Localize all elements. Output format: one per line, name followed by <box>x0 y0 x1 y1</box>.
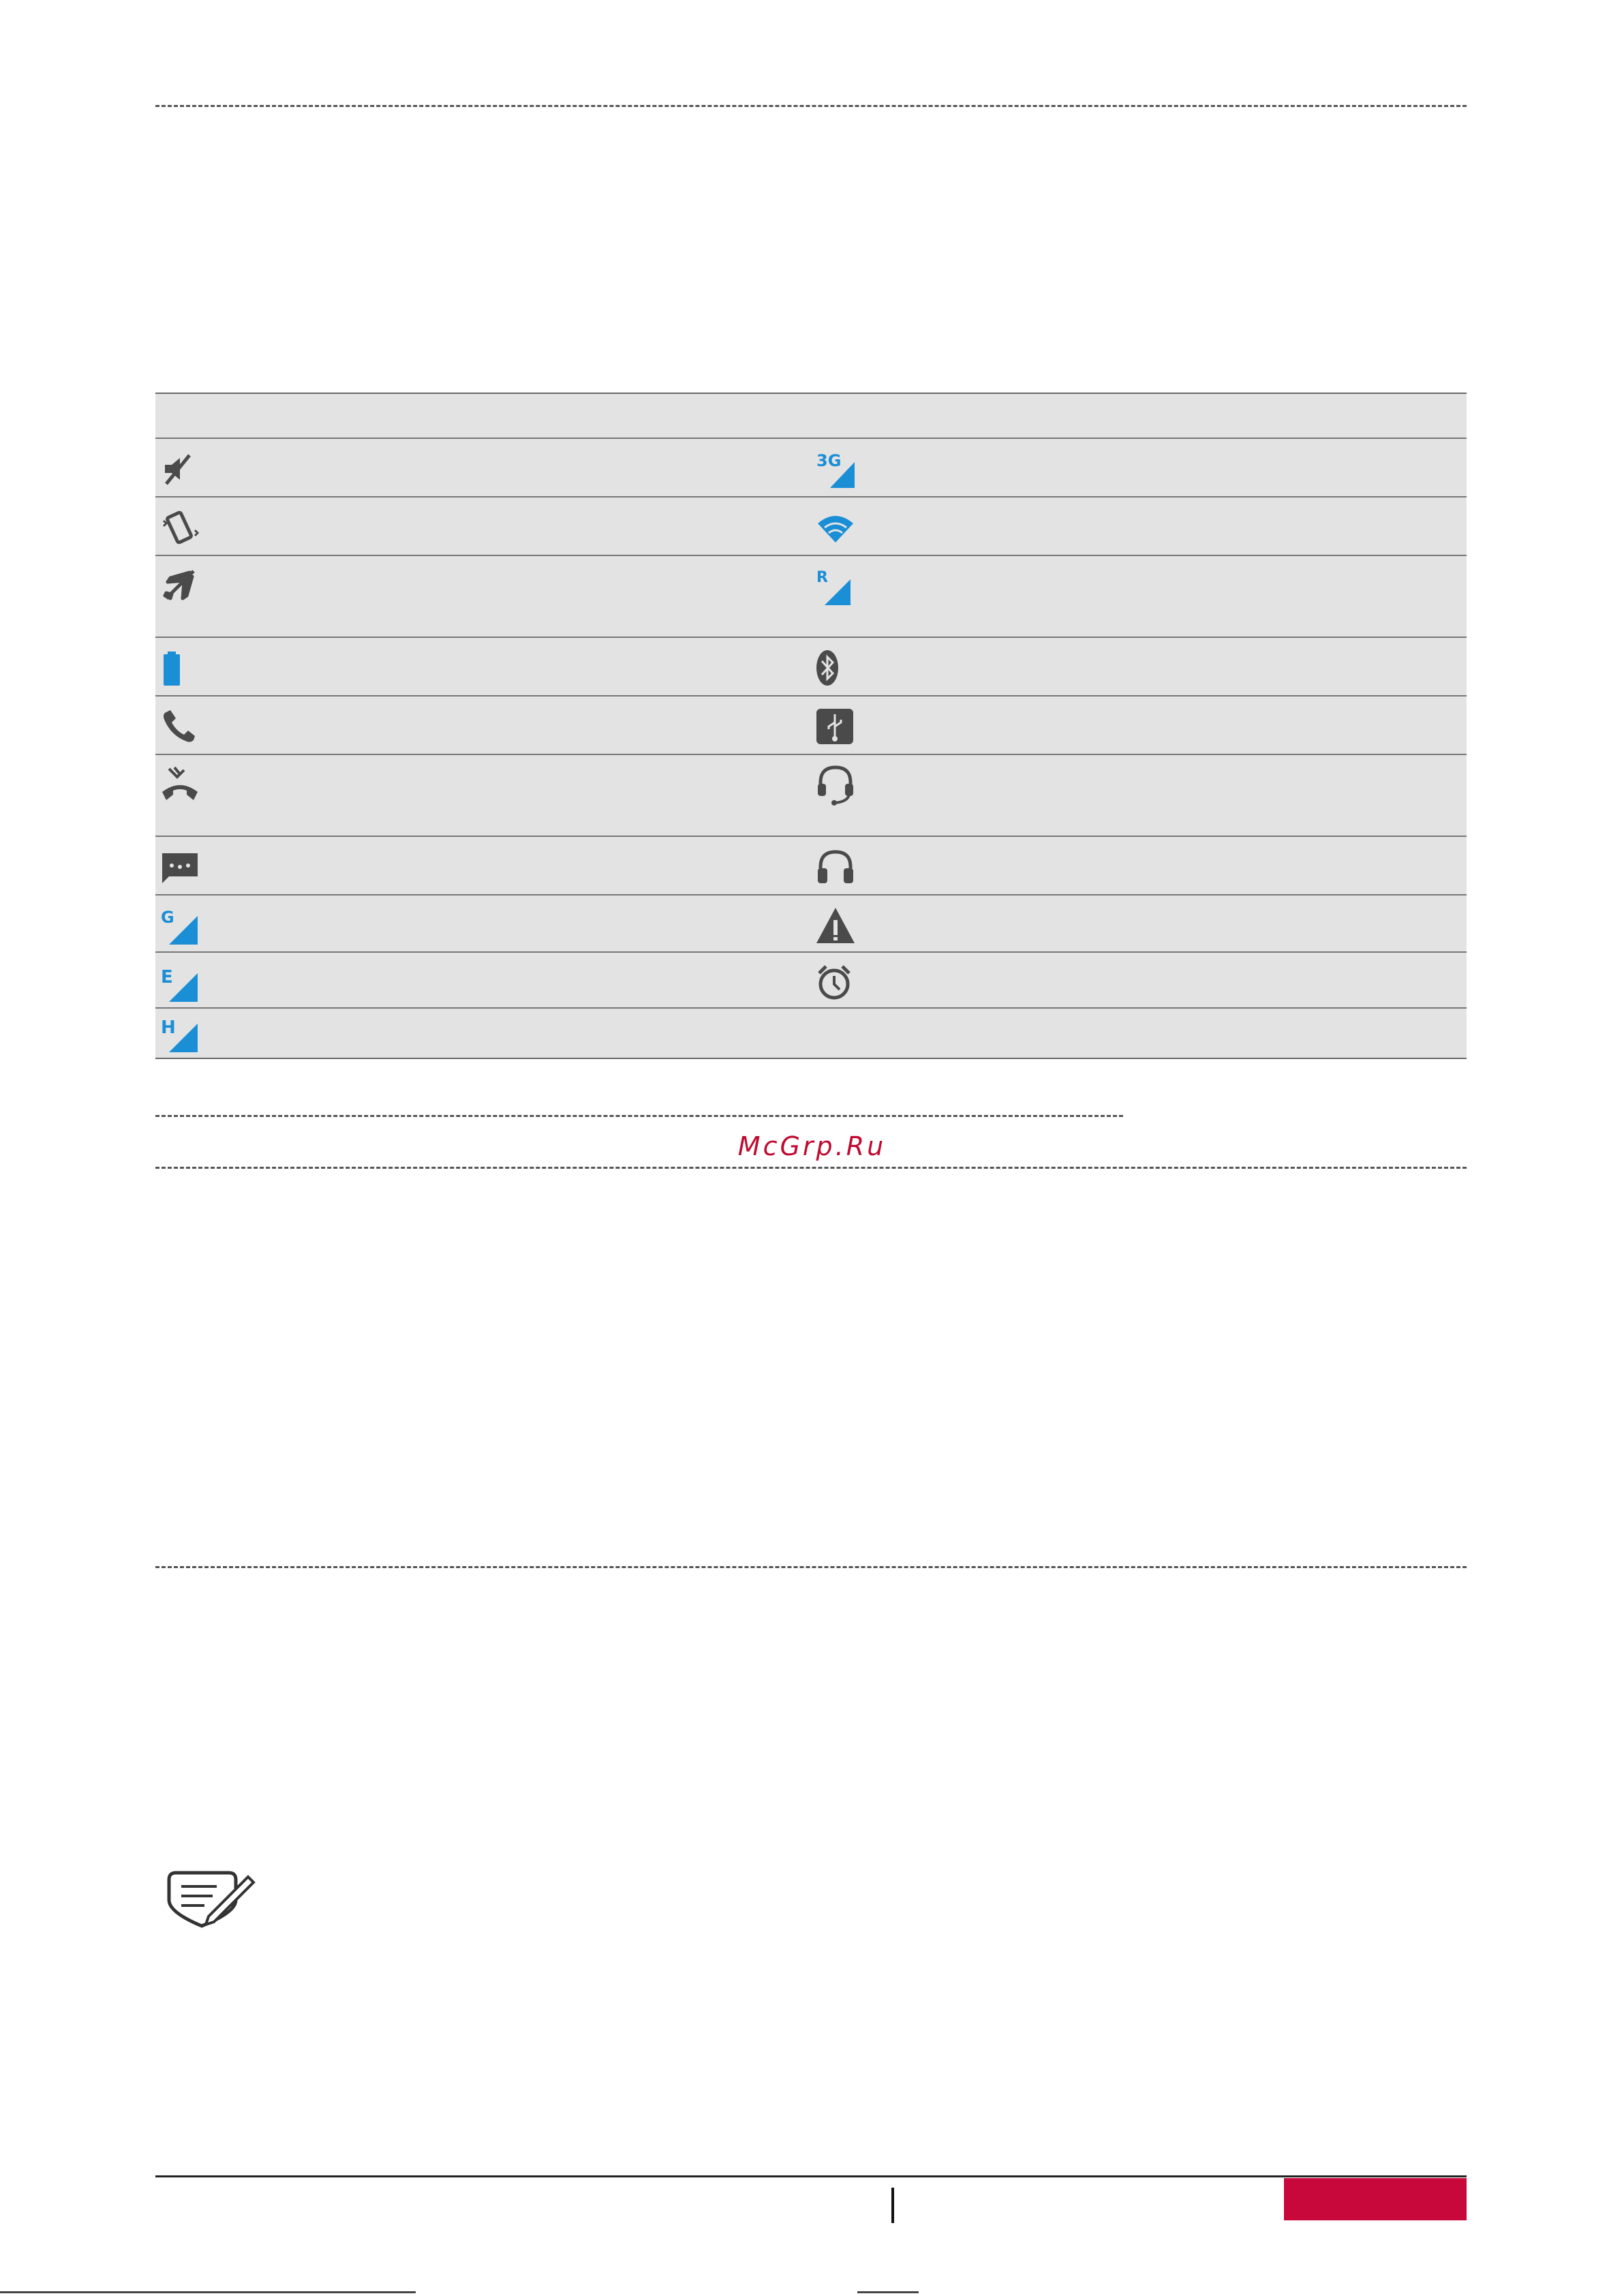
wifi-icon <box>815 507 856 548</box>
table-row <box>155 695 1467 754</box>
headphones-icon <box>815 846 856 887</box>
top-dashed-rule <box>155 105 1467 107</box>
warning-icon <box>815 905 856 946</box>
table-row <box>155 754 1467 836</box>
table-cell <box>811 556 1467 637</box>
table-cell <box>811 755 1467 836</box>
vibrate-mode-icon <box>159 507 200 548</box>
usb-icon <box>815 706 856 747</box>
svg-text:H: H <box>161 1017 176 1038</box>
roaming-signal-icon <box>815 566 856 607</box>
table-cell <box>155 638 811 695</box>
table-row <box>155 951 1467 1007</box>
headset-mic-icon <box>815 765 856 806</box>
bluetooth-icon <box>815 647 856 688</box>
missed-call-icon <box>159 765 200 806</box>
section-dashed-rule <box>155 1566 1467 1568</box>
table-cell <box>155 755 811 836</box>
airplane-mode-icon <box>159 566 200 607</box>
note-pencil-icon <box>161 1865 256 1933</box>
table-cell <box>155 439 811 496</box>
table-row <box>155 438 1467 496</box>
svg-text:R: R <box>816 569 828 586</box>
table-cell <box>155 498 811 555</box>
table-cell <box>155 1009 811 1058</box>
table-row <box>155 1007 1467 1058</box>
table-cell <box>811 837 1467 894</box>
table-cell <box>155 556 811 637</box>
table-cell <box>155 697 811 754</box>
battery-icon <box>159 647 200 688</box>
silent-mode-icon <box>159 448 200 489</box>
table-cell <box>811 896 1467 951</box>
footer-divider <box>891 2188 894 2223</box>
call-icon <box>159 706 200 747</box>
table-cell <box>811 439 1467 496</box>
section-dashed-rule-short <box>155 1115 1123 1117</box>
table-cell <box>155 953 811 1007</box>
page-number-tab <box>1284 2178 1467 2220</box>
table-row <box>155 836 1467 894</box>
table-cell <box>155 896 811 951</box>
svg-text:3G: 3G <box>816 451 842 470</box>
section-dashed-rule <box>155 1167 1467 1169</box>
edge-signal-icon <box>159 962 200 1003</box>
message-icon <box>159 846 200 887</box>
footer-rule <box>155 2175 1467 2177</box>
table-cell <box>811 498 1467 555</box>
table-cell <box>811 638 1467 695</box>
3g-signal-icon <box>815 448 856 489</box>
alarm-icon <box>815 962 856 1003</box>
hspa-signal-icon <box>159 1013 200 1054</box>
table-cell <box>155 837 811 894</box>
table-row <box>155 496 1467 555</box>
table-cell <box>811 697 1467 754</box>
svg-text:E: E <box>161 967 173 988</box>
svg-text:G: G <box>161 908 174 927</box>
table-cell <box>811 953 1467 1007</box>
watermark: McGrp.Ru <box>737 1131 887 1161</box>
table-row <box>155 555 1467 637</box>
table-header-row <box>155 394 1467 438</box>
table-row <box>155 637 1467 695</box>
table-cell <box>811 1009 1467 1058</box>
scan-edge-line <box>0 2291 416 2293</box>
status-icons-table <box>155 393 1467 1059</box>
table-row <box>155 894 1467 951</box>
gprs-signal-icon <box>159 905 200 946</box>
scan-edge-line <box>857 2291 919 2293</box>
